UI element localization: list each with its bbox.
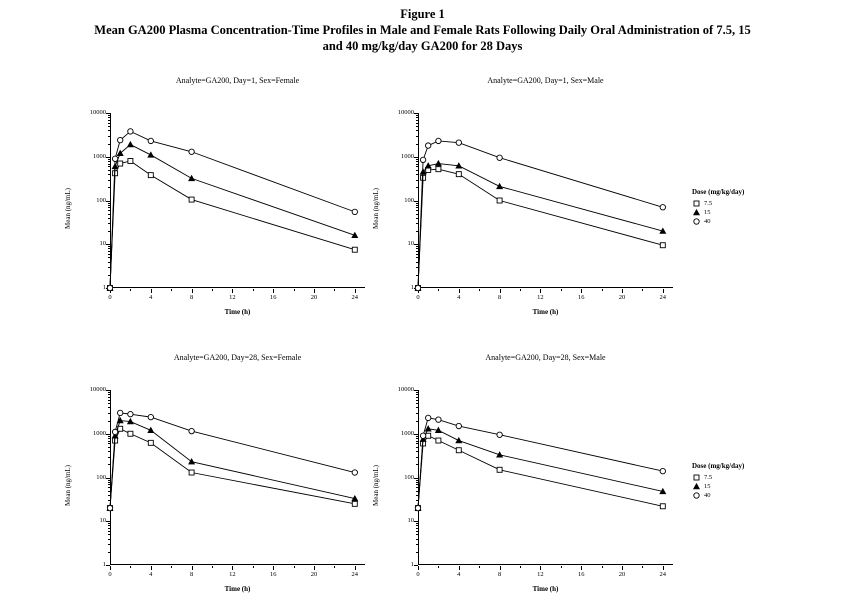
x-tick-label: 4 <box>149 571 153 578</box>
x-tick-label: 24 <box>659 571 667 578</box>
y-tick-label: 10000 <box>89 109 106 116</box>
filled-triangle-icon <box>692 482 701 491</box>
y-tick-label: 10 <box>99 517 106 525</box>
legend-item-label: 15 <box>704 483 711 490</box>
x-tick-label: 12 <box>229 571 236 578</box>
series-line-15 <box>418 429 663 508</box>
y-axis-label: Mean (ng/mL) <box>64 187 72 229</box>
x-tick-label: 24 <box>351 571 359 578</box>
legend-item-7.5[interactable] <box>692 473 744 482</box>
x-tick-label: 4 <box>457 571 461 578</box>
panel-title: Analyte=GA200, Day=1, Sex=Female <box>175 76 300 85</box>
x-axis-label: Time (h) <box>532 585 559 593</box>
panel-title: Analyte=GA200, Day=28, Sex=Female <box>173 353 302 362</box>
y-tick-label: 1000 <box>93 429 106 437</box>
open-circle-icon <box>692 217 701 226</box>
figure-number: Figure 1 <box>400 7 445 21</box>
x-axis-label: Time (h) <box>532 308 559 316</box>
filled-triangle-icon <box>692 208 701 217</box>
x-tick-label: 16 <box>269 571 277 578</box>
legend-item-15[interactable] <box>692 208 744 217</box>
y-tick-label: 100 <box>404 196 414 204</box>
x-tick-label: 16 <box>269 294 277 301</box>
y-tick-label: 1 <box>102 284 106 291</box>
x-tick-label: 0 <box>416 294 420 301</box>
x-tick-label: 12 <box>537 571 544 578</box>
legend-1 <box>692 188 744 226</box>
y-tick-label: 10 <box>407 517 414 525</box>
x-axis-label: Time (h) <box>224 585 251 593</box>
legend-item-label: 40 <box>704 492 711 499</box>
x-tick-label: 16 <box>577 294 585 301</box>
x-axis-label: Time (h) <box>224 308 251 316</box>
y-tick-label: 1000 <box>401 152 414 160</box>
x-tick-label: 8 <box>189 571 194 578</box>
y-tick-label: 100 <box>404 473 414 481</box>
x-tick-label: 16 <box>577 571 585 578</box>
x-tick-label: 0 <box>108 571 112 578</box>
legend-item-40[interactable] <box>692 217 744 226</box>
figure-caption-line-1: Mean GA200 Plasma Concentration-Time Profiles in Male and Female Rats Following Daily Oral Administration of 7.5, 15 <box>94 23 751 37</box>
legend-2 <box>692 462 744 500</box>
x-tick-label: 12 <box>229 294 236 301</box>
legend-item-label: 7.5 <box>704 474 713 481</box>
x-tick-label: 20 <box>618 294 626 301</box>
open-square-icon <box>692 199 701 208</box>
x-tick-label: 20 <box>310 294 318 301</box>
y-tick-label: 10000 <box>89 386 106 393</box>
x-tick-label: 4 <box>149 294 153 301</box>
legend-item-label: 7.5 <box>704 200 713 207</box>
x-tick-label: 0 <box>416 571 420 578</box>
series-line-7.5 <box>418 436 663 508</box>
x-tick-label: 8 <box>497 571 502 578</box>
series-line-40 <box>418 418 663 508</box>
y-axis-label: Mean (ng/mL) <box>64 464 72 506</box>
legend-item-15[interactable] <box>692 482 744 491</box>
legend-item-7.5[interactable] <box>692 199 744 208</box>
y-tick-label: 1000 <box>401 429 414 437</box>
open-square-icon <box>692 473 701 482</box>
legend-item-40[interactable] <box>692 491 744 500</box>
y-axis-label: Mean (ng/mL) <box>372 464 380 506</box>
y-tick-label: 100 <box>96 473 106 481</box>
y-tick-label: 1000 <box>93 152 106 160</box>
x-tick-label: 4 <box>457 294 461 301</box>
x-tick-label: 24 <box>351 294 359 301</box>
y-tick-label: 1 <box>410 284 414 291</box>
legend-title: Dose (mg/kg/day) <box>692 188 745 196</box>
x-tick-label: 12 <box>537 294 544 301</box>
legend-title: Dose (mg/kg/day) <box>692 462 745 470</box>
panel-title: Analyte=GA200, Day=1, Sex=Male <box>487 76 604 85</box>
y-tick-label: 10000 <box>397 386 414 393</box>
x-tick-label: 8 <box>189 294 194 301</box>
x-tick-label: 24 <box>659 294 667 301</box>
x-tick-label: 20 <box>310 571 318 578</box>
x-tick-label: 8 <box>497 294 502 301</box>
figure-caption-line-2: and 40 mg/kg/day GA200 for 28 Days <box>322 39 523 53</box>
y-tick-label: 1 <box>410 561 414 568</box>
legend-item-label: 40 <box>704 218 711 225</box>
y-tick-label: 10 <box>407 240 414 248</box>
x-tick-label: 20 <box>618 571 626 578</box>
y-tick-label: 10 <box>99 240 106 248</box>
y-tick-label: 100 <box>96 196 106 204</box>
y-tick-label: 1 <box>102 561 106 568</box>
legend-item-label: 15 <box>704 209 711 216</box>
y-tick-label: 10000 <box>397 109 414 116</box>
y-axis-label: Mean (ng/mL) <box>372 187 380 229</box>
x-tick-label: 0 <box>108 294 112 301</box>
open-circle-icon <box>692 491 701 500</box>
panel-title: Analyte=GA200, Day=28, Sex=Male <box>485 353 606 362</box>
